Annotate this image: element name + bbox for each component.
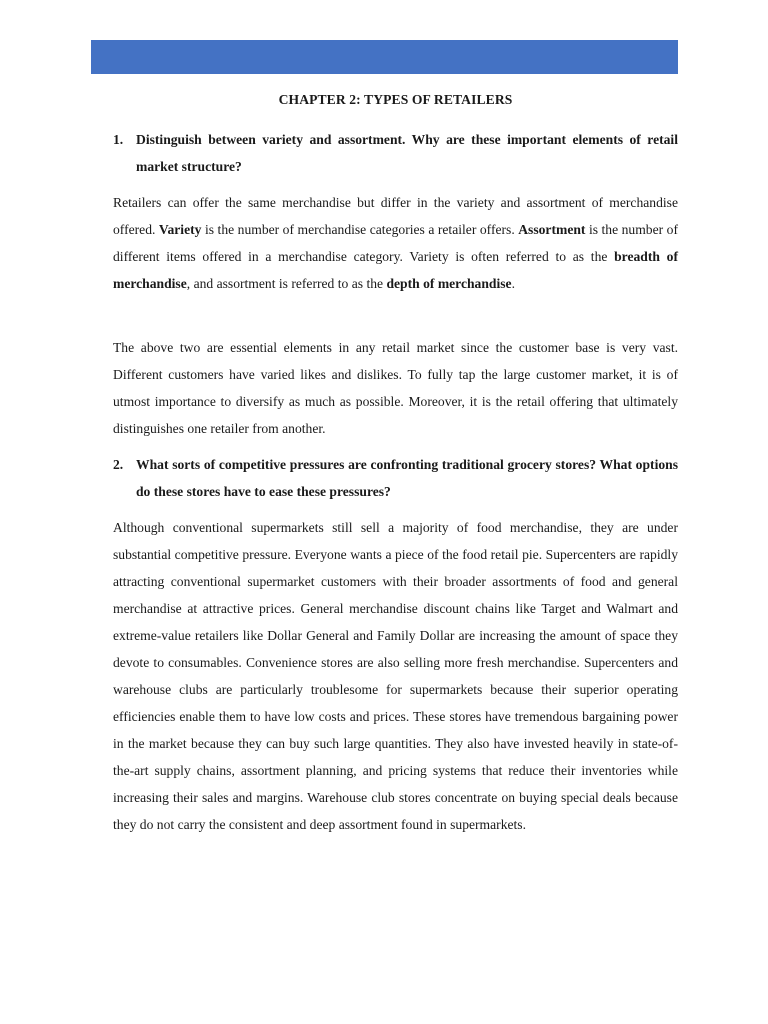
question-number: 1. [113,132,124,147]
text-run: , and assortment is referred to as the [186,276,387,291]
term-depth: depth of merchandise [386,276,512,291]
text-run: is the number of merchandise categories a retailer offers. [201,222,519,237]
answer-2-paragraph-1: Although conventional supermarkets still sell a majority of food merchandise, they are under substantial competitive pressure. Everyone wants a piece of the food retail pie. Supercenters are rapidly attracting conventional supermarket customers with their broader assortments of food and general merchandise at attractive prices. General merchandise discount chains like Target and Walmart and extreme-value retailers like Dollar General and Family Dollar are increasing the amount of space they devote to consumables. Convenience stores are also selling more fresh merchandise. Supercenters and warehouse clubs are particularly troublesome for supermarkets because their superior operating efficiencies enable them to have low costs and prices. These stores have tremendous bargaining power in the market because they can buy such large quantities. They also have invested heavily in state-of-the-art supply chains, assortment planning, and pricing systems that reduce their inventories while increasing their sales and margins. Warehouse club stores concentrate on buying special deals because they do not carry the consistent and deep assortment found in supermarkets. [113,520,678,832]
text-run: Retailers can offer the same merchandise but differ in the variety and assortment of merchandise offered. [113,195,678,237]
term-variety: Variety [158,222,202,237]
question-text: Distinguish between variety and assortment. Why are these important elements of retail market structure? [136,132,678,174]
question-text: What sorts of competitive pressures are confronting traditional grocery stores? What options do these stores have to ease these pressures? [136,457,678,499]
question-2 [113,451,678,505]
text-run: is the number of different items offered in a merchandise category. Variety is often referred to as the [113,222,678,264]
answer-1-paragraph-1 [113,189,678,297]
question-number: 2. [113,457,124,472]
chapter-title: CHAPTER 2: TYPES OF RETAILERS [278,92,513,107]
answer-1-paragraph-2: The above two are essential elements in any retail market since the customer base is very vast. Different customers have varied likes and dislikes. To fully tap the large customer market, it is of utmost importance to diversify as much as possible. Moreover, it is the retail offering that ultimately distinguishes one retailer from another. [113,340,678,436]
question-1 [113,126,678,180]
text-run: . [511,276,515,291]
term-breadth: breadth of merchandise [113,249,678,291]
header-banner [91,40,678,74]
term-assortment: Assortment [518,222,586,237]
